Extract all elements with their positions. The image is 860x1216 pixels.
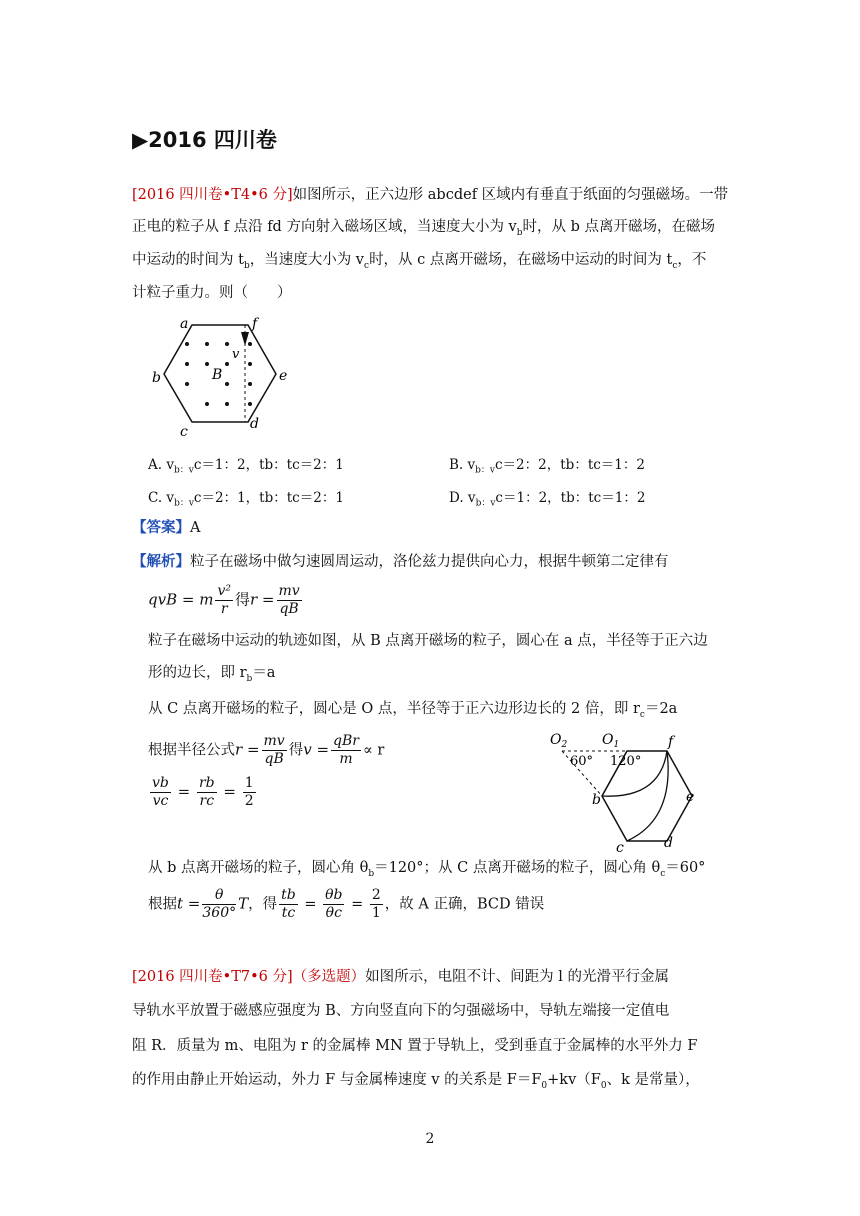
label-c: c	[180, 424, 188, 440]
den: tc	[281, 905, 296, 921]
velocity-arrow	[241, 332, 249, 346]
t: A. v	[148, 457, 174, 473]
t: ＝120°；从 C 点离开磁场的粒子，圆心角 θ	[374, 860, 661, 876]
num: rb	[198, 775, 215, 791]
sub: b：t	[566, 490, 594, 506]
sub: c	[364, 260, 370, 271]
den: m	[339, 751, 353, 767]
frac	[277, 583, 302, 618]
label-v: v	[232, 347, 240, 362]
answer-value: A	[190, 520, 201, 536]
sub: c	[639, 709, 645, 720]
t: 根据半径公式	[148, 742, 235, 759]
frac	[197, 775, 217, 810]
label-d: d	[250, 416, 259, 432]
label-e: e	[686, 789, 695, 805]
num: θb	[325, 887, 343, 903]
answer-label: 【答案】	[132, 519, 190, 536]
label-120: 120°	[610, 754, 642, 769]
q1-text2c: 时，从 b 点离开磁场，在磁场	[522, 219, 716, 235]
option-b[interactable]	[449, 453, 645, 476]
label-a: a	[180, 316, 189, 332]
q1-text2: 正电的粒子从 f 点沿 fd 方向射入磁场区域，当速度大小为 v	[132, 219, 517, 235]
analysis-line1	[132, 552, 669, 572]
num: vb	[152, 775, 169, 791]
sub: b：t	[264, 457, 293, 473]
t: ＝2a	[644, 701, 678, 717]
q2-line4	[132, 1070, 700, 1096]
equation-lorentz	[148, 583, 304, 618]
t: v =	[303, 740, 330, 759]
num: tb	[281, 887, 296, 903]
den: rc	[199, 793, 215, 809]
t: qvB = m	[148, 590, 214, 609]
sub: c＝1：2	[593, 490, 646, 506]
t: ∝ r	[362, 742, 385, 759]
label-b: b	[592, 792, 601, 808]
t: 根据	[148, 896, 177, 913]
analysis-line4	[148, 699, 677, 725]
num: θ	[202, 887, 236, 905]
q2-line2: 导轨水平放置于磁感应强度为 B、方向竖直向下的匀强磁场中，导轨左端接一定值电	[132, 1003, 670, 1019]
q2-tag: [2016 四川卷•T7•6 分]	[132, 969, 293, 985]
sub: b	[368, 868, 375, 879]
t: +kv（F	[547, 1072, 601, 1088]
frac	[370, 887, 383, 922]
q1-text1: 如图所示，正六边形 abcdef 区域内有垂直于纸面的匀强磁场。一带	[292, 187, 729, 203]
label-b: b	[152, 370, 161, 386]
sub: b：v	[173, 465, 194, 476]
page-number: 2	[425, 1131, 435, 1147]
frac	[215, 583, 233, 618]
label-B: B	[212, 367, 223, 383]
sub: c＝2：1	[292, 490, 344, 506]
analysis-line6	[148, 858, 705, 884]
num: 1	[244, 775, 254, 791]
den: 1	[371, 905, 381, 921]
t: D. v	[449, 490, 476, 506]
sub: b：t	[565, 457, 594, 473]
t: 时，从 c 点离开磁场，在磁场中运动的时间为 t	[369, 252, 673, 268]
t: ，得	[248, 896, 278, 913]
num: mv	[278, 583, 300, 599]
sub: c＝1：2，t	[193, 457, 265, 473]
q2-line3: 阻 R．质量为 m、电阻为 r 的金属棒 MN 置于导轨上，受到垂直于金属棒的水平外力 F	[132, 1038, 698, 1054]
label-d: d	[664, 835, 673, 851]
sub: b	[243, 260, 250, 271]
sub: c＝2：1，t	[193, 490, 265, 506]
t: ＝a	[252, 665, 276, 681]
q1-line4: 计粒子重力。则（ ）	[132, 285, 292, 301]
q2-tag2: （多选题）	[292, 969, 366, 985]
t: r =	[235, 740, 260, 759]
t: B. v	[449, 457, 476, 473]
analysis-label: 【解析】	[132, 553, 190, 570]
label-f: f	[668, 734, 674, 750]
den: 360°	[202, 905, 237, 921]
q1-line1	[132, 185, 728, 205]
option-d[interactable]	[449, 486, 645, 509]
t: C. v	[148, 490, 175, 506]
sub: b：v	[475, 498, 496, 509]
equation-radius	[148, 733, 384, 768]
frac	[150, 775, 171, 810]
sub: b：v	[475, 465, 495, 476]
t: T	[238, 894, 249, 913]
num: qBr	[333, 733, 359, 749]
sub: b	[516, 227, 523, 238]
sub: c＝1：2	[593, 457, 645, 473]
t: 的作用由静止开始运动，外力 F 与金属棒速度 v 的关系是 F＝F	[132, 1072, 542, 1088]
q2-line1	[132, 967, 669, 987]
trajectory-figure	[540, 724, 700, 854]
t: ＝60°	[665, 860, 706, 876]
hexagon-field-figure	[140, 312, 300, 442]
sub: c＝2：1	[292, 457, 344, 473]
t: ，故 A 正确，BCD 错误	[384, 896, 545, 913]
t: r =	[249, 590, 275, 609]
answer-line	[132, 518, 200, 538]
option-c[interactable]	[148, 486, 344, 509]
sub: c	[672, 260, 678, 271]
analysis-line3	[148, 663, 275, 689]
frac	[243, 775, 256, 810]
label-60: 60°	[570, 754, 594, 769]
num: 2	[371, 887, 381, 903]
t: 从 C 点离开磁场的粒子，圆心是 O 点，半径等于正六边形边长的 2 倍，即 r	[148, 701, 640, 717]
t: 形的边长，即 r	[148, 665, 247, 681]
frac	[262, 733, 287, 768]
label-e: e	[279, 368, 288, 384]
t: 从 b 点离开磁场的粒子，圆心角 θ	[148, 860, 369, 876]
frac	[331, 733, 361, 768]
sub: c＝2：2，t	[495, 457, 566, 473]
t: 如图所示，电阻不计、间距为 l 的光滑平行金属	[365, 969, 670, 985]
den: vc	[152, 793, 169, 809]
den: qB	[279, 601, 299, 617]
analysis-line2: 粒子在磁场中运动的轨迹如图，从 B 点离开磁场的粒子，圆心在 a 点，半径等于正六边	[148, 633, 708, 649]
t: 、k 是常量），	[606, 1072, 700, 1088]
t: 粒子在磁场中做匀速圆周运动，洛伦兹力提供向心力，根据牛顿第二定律有	[190, 554, 669, 570]
t: 中运动的时间为 t	[132, 252, 244, 268]
t: t =	[177, 894, 201, 913]
t: ，当速度大小为 v	[249, 252, 365, 268]
sub: c＝1：2，t	[495, 490, 567, 506]
label-O2: $O_2$	[550, 732, 568, 750]
den: 2	[244, 793, 254, 809]
t: 得	[234, 590, 250, 609]
num: mv	[263, 733, 285, 749]
q1-line2	[132, 217, 715, 243]
den: θc	[325, 905, 342, 921]
sub: 0	[541, 1080, 548, 1091]
q1-tag: [2016 四川卷•T4•6 分]	[132, 187, 293, 203]
label-O1: $O_1$	[602, 732, 620, 750]
frac	[279, 887, 298, 922]
t: ，不	[677, 252, 707, 268]
t: 得	[288, 742, 304, 759]
equation-time: 根据t = $\frac{\theta}{360^\circ}$ T，得 $\frac{tb}{tc}$ = $\frac{\theta b}{\theta c}$ = $\frac{2}{1}$ ，故 A 正确，BCD 错误	[148, 887, 545, 921]
den: qB	[264, 751, 284, 767]
sub: c	[660, 868, 666, 879]
sub: b	[246, 673, 253, 684]
sub: b：t	[264, 490, 293, 506]
option-a[interactable]	[148, 453, 344, 476]
frac	[323, 887, 344, 922]
den: r	[220, 601, 228, 617]
label-f: f	[252, 316, 258, 332]
sub: 0	[600, 1080, 607, 1091]
label-c: c	[616, 840, 624, 854]
num: v²	[217, 583, 231, 599]
q1-line3	[132, 250, 706, 276]
frac	[202, 887, 236, 922]
section-heading: ▶2016 四川卷	[132, 128, 277, 152]
sub: b：v	[174, 498, 194, 509]
equation-ratio: $\frac{vb}{vc}$ = $\frac{rb}{rc}$ = $\frac{1}{2}$	[152, 775, 254, 809]
